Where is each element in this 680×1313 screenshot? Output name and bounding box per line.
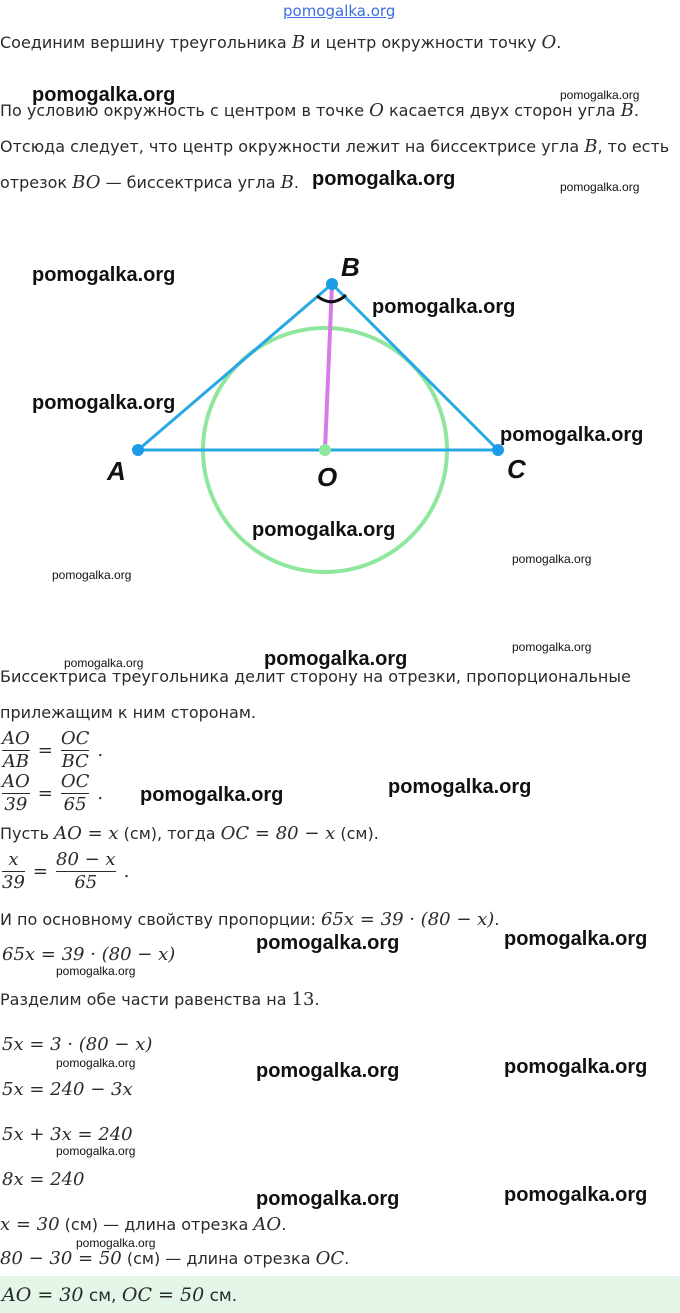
watermark: pomogalka.org <box>52 568 132 582</box>
theory-line-2: прилежащим к ним сторонам. <box>0 703 256 722</box>
watermark: pomogalka.org <box>560 88 640 102</box>
watermark: pomogalka.org <box>388 776 532 798</box>
triangle-diagram <box>0 240 680 600</box>
proportion-1: $\frac{AO}{AB}$ = $\frac{OC}{BC}$ . <box>2 728 104 772</box>
watermark: pomogalka.org <box>56 1144 136 1158</box>
intro-line-3: Отсюда следует, что центр окружности лежит на биссектрисе угла B, то есть <box>0 136 670 157</box>
watermark: pomogalka.org <box>56 1056 136 1070</box>
label-b: B <box>341 252 360 282</box>
point-o <box>319 444 331 456</box>
divide-line: Разделим обе части равенства на 13. <box>0 989 320 1010</box>
watermark: pomogalka.org <box>256 932 400 954</box>
fraction: $\frac{OC}{65}$ <box>60 771 90 815</box>
watermark: pomogalka.org <box>512 552 592 566</box>
fraction: $\frac{x}{39}$ <box>2 849 25 893</box>
let-line: Пусть AO = x (см), тогда OC = 80 − x (см). <box>0 823 379 844</box>
intro-line-1: Соединим вершину треугольника B и центр окружности точку O. <box>0 32 562 53</box>
label-o: O <box>317 462 338 492</box>
watermark: pomogalka.org <box>64 656 144 670</box>
point-b <box>326 278 338 290</box>
site-link[interactable]: pomogalka.org <box>283 2 396 20</box>
watermark: pomogalka.org <box>76 1236 156 1250</box>
watermark: pomogalka.org <box>504 1184 648 1206</box>
watermark: pomogalka.org <box>32 84 176 106</box>
watermark: pomogalka.org <box>32 264 176 286</box>
watermark: pomogalka.org <box>560 180 640 194</box>
intro-line-2: По условию окружность с центром в точке O касается двух сторон угла B. <box>0 100 639 121</box>
watermark: pomogalka.org <box>500 424 644 446</box>
watermark: pomogalka.org <box>512 640 592 654</box>
point-a <box>132 444 144 456</box>
fraction: $\frac{AO}{AB}$ <box>2 728 30 772</box>
answer-text: AO = 30 см, OC = 50 см. <box>2 1284 238 1306</box>
step-5: 8x = 240 <box>2 1169 85 1190</box>
watermark: pomogalka.org <box>32 392 176 414</box>
label-a: A <box>107 456 126 486</box>
fraction: $\frac{AO}{39}$ <box>2 771 30 815</box>
watermark: pomogalka.org <box>252 519 396 541</box>
watermark: pomogalka.org <box>256 1060 400 1082</box>
proportion-3: $\frac{x}{39}$ = $\frac{80 - x}{65}$ . <box>2 849 130 893</box>
intro-line-4: отрезок BO — биссектриса угла B. <box>0 172 299 193</box>
theory-line-1: Биссектриса треугольника делит сторону на отрезки, пропорциональные <box>0 667 631 686</box>
watermark: pomogalka.org <box>504 928 648 950</box>
fraction: $\frac{OC}{BC}$ <box>60 728 90 772</box>
watermark: pomogalka.org <box>372 296 516 318</box>
step-6: x = 30 (см) — длина отрезка AO. <box>0 1214 287 1235</box>
step-2: 5x = 3 · (80 − x) <box>2 1034 153 1055</box>
watermark: pomogalka.org <box>56 964 136 978</box>
watermark: pomogalka.org <box>140 784 284 806</box>
step-3: 5x = 240 − 3x <box>2 1079 133 1100</box>
step-4: 5x + 3x = 240 <box>2 1124 133 1145</box>
watermark: pomogalka.org <box>312 168 456 190</box>
watermark: pomogalka.org <box>504 1056 648 1078</box>
watermark: pomogalka.org <box>256 1188 400 1210</box>
step-1: 65x = 39 · (80 − x) <box>2 944 176 965</box>
side-ab <box>138 284 332 450</box>
bisector-bo <box>325 284 332 450</box>
fraction: $\frac{80 - x}{65}$ <box>56 849 116 893</box>
label-c: C <box>507 454 526 484</box>
step-7: 80 − 30 = 50 (см) — длина отрезка OC. <box>0 1248 350 1269</box>
watermark: pomogalka.org <box>264 648 408 670</box>
property-line: И по основному свойству пропорции: 65x = 39 · (80 − x). <box>0 909 500 930</box>
proportion-2: $\frac{AO}{39}$ = $\frac{OC}{65}$ . <box>2 771 104 815</box>
